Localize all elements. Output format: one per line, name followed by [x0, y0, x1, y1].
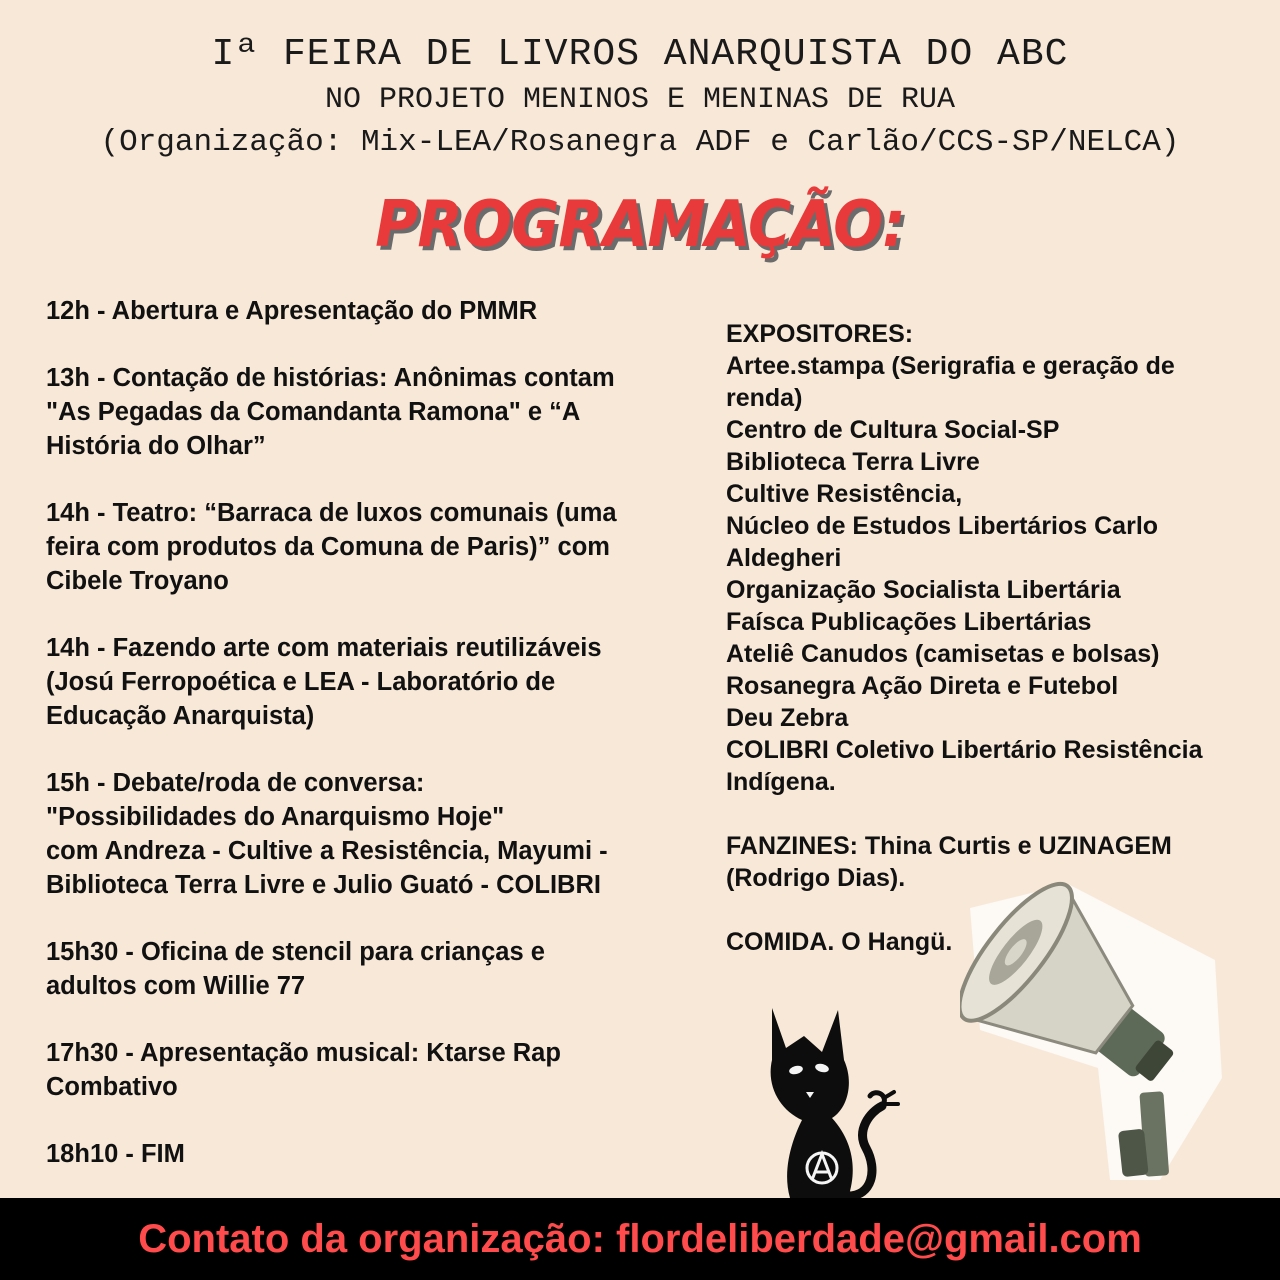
comida-line: COMIDA. O Hangü.	[726, 928, 953, 956]
expositores-heading: EXPOSITORES:	[726, 320, 914, 348]
schedule-item: 13h - Contação de histórias: Anônimas contam "As Pegadas da Comandanta Ramona" e “A História do Olhar”	[46, 364, 615, 460]
expositor-line: renda)	[726, 384, 803, 412]
fanzines-line: FANZINES: Thina Curtis e UZINAGEM	[726, 832, 1172, 860]
schedule-item: 14h - Teatro: “Barraca de luxos comunais (uma feira com produtos da Comuna de Paris)” com Cibele Troyano	[46, 499, 617, 595]
schedule-item: 18h10 - FIM	[46, 1140, 185, 1168]
megaphone-icon	[960, 880, 1230, 1190]
expositor-line: Ateliê Canudos (camisetas e bolsas)	[726, 640, 1160, 668]
header	[0, 30, 1280, 166]
fanzines-line: (Rodrigo Dias).	[726, 864, 906, 892]
event-title: Iª FEIRA DE LIVROS ANARQUISTA DO ABC	[211, 33, 1069, 76]
contact-email: Contato da organização: flordeliberdade@gmail.com	[138, 1217, 1142, 1261]
expositor-line: Deu Zebra	[726, 704, 849, 732]
black-cat-icon	[752, 1000, 902, 1200]
expositor-line: Rosanegra Ação Direta e Futebol	[726, 672, 1119, 700]
schedule-list	[46, 294, 686, 1204]
side-info	[726, 318, 1246, 958]
expositor-line: Centro de Cultura Social-SP	[726, 416, 1060, 444]
expositor-line: Organização Socialista Libertária	[726, 576, 1121, 604]
expositor-line: Artee.stampa (Serigrafia e geração de	[726, 352, 1175, 380]
expositor-line: Indígena.	[726, 768, 836, 796]
expositor-line: COLIBRI Coletivo Libertário Resistência	[726, 736, 1203, 764]
event-organization: (Organização: Mix-LEA/Rosanegra ADF e Carlão/CCS-SP/NELCA)	[100, 125, 1180, 160]
schedule-item: 14h - Fazendo arte com materiais reutilizáveis (Josú Ferropoética e LEA - Laboratório de Educação Anarquista)	[46, 634, 602, 730]
expositor-line: Biblioteca Terra Livre	[726, 448, 980, 476]
expositor-line: Faísca Publicações Libertárias	[726, 608, 1092, 636]
event-subtitle: NO PROJETO MENINOS E MENINAS DE RUA	[324, 83, 956, 117]
expositor-line: Aldegheri	[726, 544, 842, 572]
schedule-item: 12h - Abertura e Apresentação do PMMR	[46, 297, 538, 325]
footer-bar	[0, 1198, 1280, 1280]
schedule-item: 15h - Debate/roda de conversa: "Possibilidades do Anarquismo Hoje" com Andreza - Cultive a Resistência, Mayumi - Biblioteca Terra Livre e Julio Guató - COLIBRI	[46, 769, 608, 899]
programacao-heading: PROGRAMAÇÃO:	[375, 188, 905, 262]
expositor-line: Cultive Resistência,	[726, 480, 963, 508]
schedule-item: 17h30 - Apresentação musical: Ktarse Rap Combativo	[46, 1039, 561, 1101]
schedule-item: 15h30 - Oficina de stencil para crianças e adultos com Willie 77	[46, 938, 545, 1000]
spacer	[726, 798, 1246, 830]
expositor-line: Núcleo de Estudos Libertários Carlo	[726, 512, 1159, 540]
